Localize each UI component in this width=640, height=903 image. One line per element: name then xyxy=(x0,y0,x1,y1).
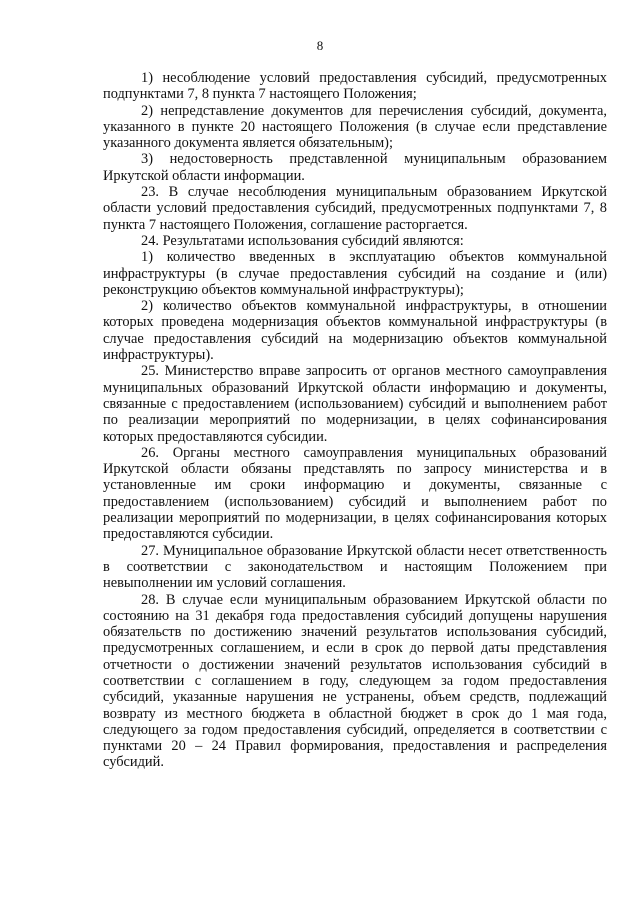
paragraph-24-item-2: 2) количество объектов коммунальной инфраструктуры, в отношении которых проведена модернизация объектов коммунальной инфраструктуры (в случае предоставления субсидий на модернизацию объектов коммунальной инфраструктуры). xyxy=(103,298,607,364)
document-body xyxy=(103,70,607,771)
paragraph-item-2: 2) непредставление документов для перечисления субсидий, документа, указанного в пункте 20 настоящего Положения (в случае если представление указанного документа является обязательным); xyxy=(103,102,607,152)
paragraph-item-1: 1) несоблюдение условий предоставления субсидий, предусмотренных подпунктами 7, 8 пункта 7 настоящего Положения; xyxy=(103,70,607,103)
paragraph-24-item-1: 1) количество введенных в эксплуатацию объектов коммунальной инфраструктуры (в случае предоставления субсидий на создание и (или) реконструкцию объектов коммунальной инфраструктуры); xyxy=(103,249,607,298)
paragraph-26: 26. Органы местного самоуправления муниципальных образований Иркутской области обязаны представлять по запросу министерства и в установленные им сроки информацию и документы, связанные с предоставлением (использованием) субсидий и выполнением работ по реализации мероприятий по модернизации, в целях софинансирования которых предоставляются субсидии. xyxy=(103,444,607,543)
paragraph-24: 24. Результатами использования субсидий являются: xyxy=(141,232,464,249)
paragraph-25: 25. Министерство вправе запросить от органов местного самоуправления муниципальных образований Иркутской области информацию и документы, связанные с предоставлением (использованием) субсидий и выполнением работ по реализации мероприятий по модернизации, в целях софинансирования которых предоставляются субсидии. xyxy=(103,363,607,445)
paragraph-27: 27. Муниципальное образование Иркутской области несет ответственность в соответствии с законодательством и настоящим Положением при невыполнении им условий соглашения. xyxy=(103,542,607,592)
paragraph-23: 23. В случае несоблюдения муниципальным образованием Иркутской области условий предоставления субсидий, предусмотренных подпунктами 7, 8 пункта 7 настоящего Положения, соглашение расторгается. xyxy=(103,184,607,233)
paragraph-item-3: 3) недостоверность представленной муниципальным образованием Иркутской области информации. xyxy=(103,151,607,184)
paragraph-28: 28. В случае если муниципальным образованием Иркутской области по состоянию на 31 декабря года предоставления субсидий допущены нарушения обязательств по достижению значений результатов использования субсидий, предусмотренных соглашением, и если в срок до первой даты представления отчетности о достижении значений результатов использования субсидий в соответствии с соглашением в году, следующем за годом предоставления субсидий, указанные нарушения не устранены, объем средств, подлежащий возврату из местного бюджета в областной бюджет в срок до 1 мая года, следующего за годом предоставления субсидий, определяется в соответствии с пунктами 20 – 24 Правил формирования, предоставления и распределения субсидий. xyxy=(103,591,607,771)
page-number: 8 xyxy=(316,38,324,53)
